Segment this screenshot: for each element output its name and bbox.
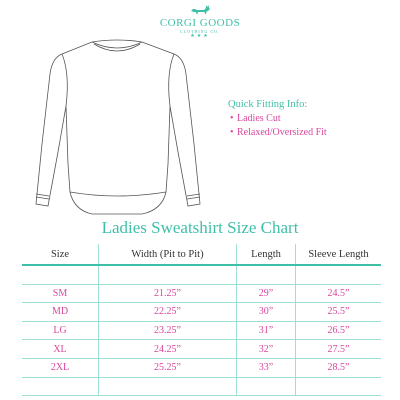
cell-width xyxy=(99,265,237,284)
table-header-row xyxy=(22,244,381,265)
info-item-cut: • Ladies Cut xyxy=(228,112,398,126)
sweatshirt-illustration xyxy=(22,34,212,226)
cell-sleeve xyxy=(296,265,382,284)
cell-width xyxy=(99,377,237,396)
size-chart-table xyxy=(22,244,381,396)
header-length: Length xyxy=(237,244,296,265)
cell-size: 2XL xyxy=(22,358,99,377)
brand-stars: ★★★ xyxy=(190,34,210,39)
cell-width: 25.25” xyxy=(99,358,237,377)
cell-width: 24.25” xyxy=(99,340,237,359)
cell-length: 32” xyxy=(237,340,296,359)
cell-length: 31” xyxy=(237,321,296,340)
table-row xyxy=(22,377,381,396)
cell-length: 33” xyxy=(237,358,296,377)
cell-width: 23.25” xyxy=(99,321,237,340)
table-row xyxy=(22,303,381,322)
brand-subtitle: CLOTHING CO. xyxy=(180,29,220,34)
cell-sleeve: 28.5” xyxy=(296,358,382,377)
cell-length xyxy=(237,265,296,284)
cell-sleeve: 25.5” xyxy=(296,303,382,322)
cell-width: 21.25” xyxy=(99,284,237,303)
cell-size: LG xyxy=(22,321,99,340)
header-width: Width (Pit to Pit) xyxy=(99,244,237,265)
brand-name: CORGI GOODS xyxy=(159,17,241,29)
table-row xyxy=(22,321,381,340)
table-row xyxy=(22,340,381,359)
size-chart-title: Ladies Sweatshirt Size Chart xyxy=(101,218,299,237)
cell-size: MD xyxy=(22,303,99,322)
corgi-logo-icon xyxy=(189,4,211,16)
info-item-fit: • Relaxed/Oversized Fit xyxy=(228,126,398,140)
header-sleeve-length: Sleeve Length xyxy=(296,244,382,265)
table-row xyxy=(22,358,381,377)
cell-size xyxy=(22,377,99,396)
quick-fitting-info xyxy=(228,98,398,140)
cell-sleeve: 27.5” xyxy=(296,340,382,359)
cell-length xyxy=(237,377,296,396)
cell-sleeve: 24.5” xyxy=(296,284,382,303)
cell-sleeve xyxy=(296,377,382,396)
cell-sleeve: 26.5” xyxy=(296,321,382,340)
cell-size xyxy=(22,265,99,284)
table-row xyxy=(22,284,381,303)
cell-length: 30” xyxy=(237,303,296,322)
table-row xyxy=(22,265,381,284)
cell-width: 22.25” xyxy=(99,303,237,322)
cell-size: SM xyxy=(22,284,99,303)
info-title: Quick Fitting Info: xyxy=(228,99,308,110)
header-size: Size xyxy=(22,244,99,265)
cell-length: 29” xyxy=(237,284,296,303)
cell-size: XL xyxy=(22,340,99,359)
